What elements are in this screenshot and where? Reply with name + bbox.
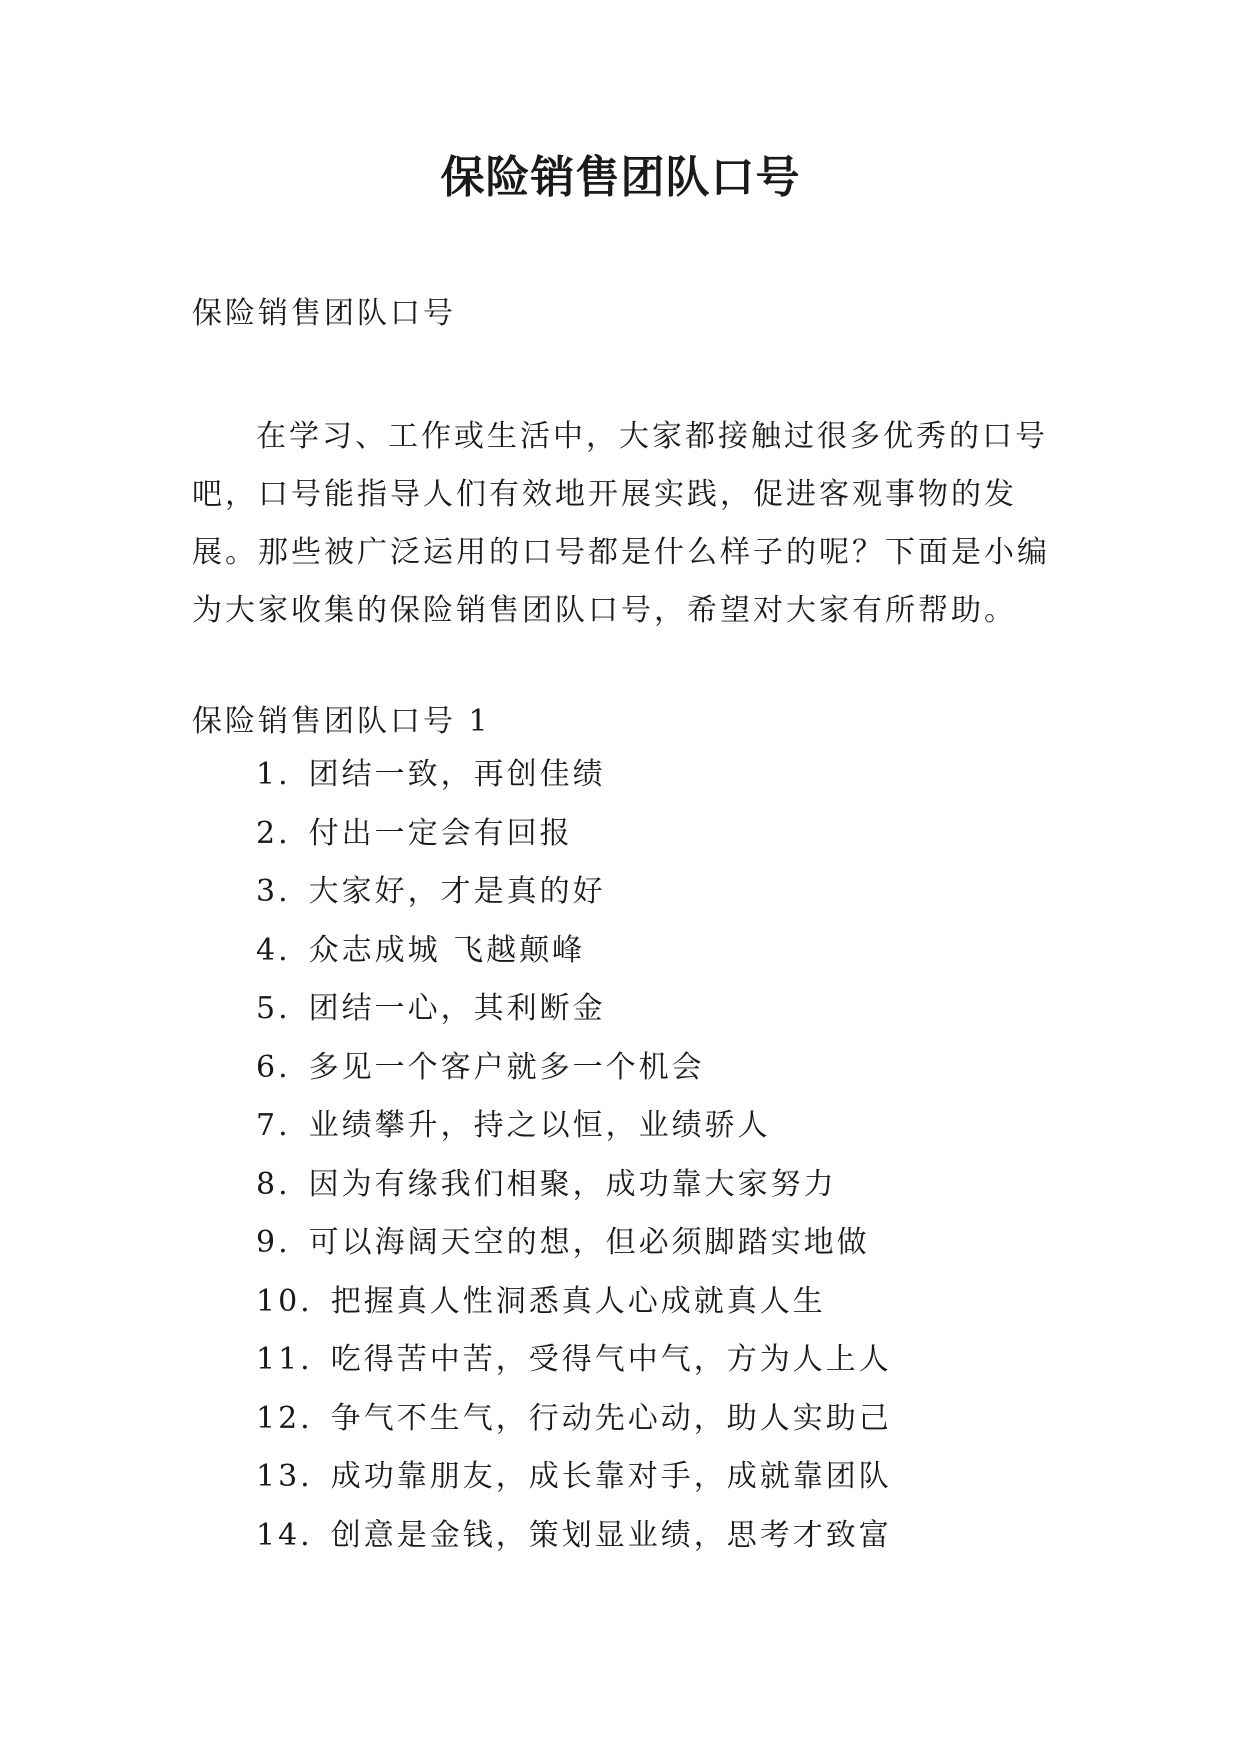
list-item-text: 众志成城 飞越颠峰 [308, 932, 586, 968]
list-item-text: 争气不生气，行动先心动，助人实助己 [330, 1400, 892, 1436]
section-heading: 保险销售团队口号 1 [192, 704, 491, 739]
list-item-number: 2. [256, 815, 291, 851]
list-item-text: 创意是金钱，策划显业绩，思考才致富 [330, 1517, 892, 1553]
list-item-text: 把握真人性洞悉真人心成就真人生 [330, 1283, 826, 1319]
list-item-number: 10. [256, 1283, 313, 1319]
list-item [256, 1282, 892, 1341]
list-item-text: 因为有缘我们相聚，成功靠大家努力 [308, 1166, 837, 1202]
list-item-text: 可以海阔天空的想，但必须脚踏实地做 [308, 1225, 870, 1260]
list-item-text: 付出一定会有回报 [308, 815, 573, 851]
intro-paragraph: 在学习、工作或生活中，大家都接触过很多优秀的口号吧，口号能指导人们有效地开展实践，促进客观事物的发展。那些被广泛运用的口号都是什么样子的呢？下面是小编为大家收集的保险销售团队口号，希望对大家有所帮助。 [192, 419, 1050, 628]
list-item-number: 13. [256, 1459, 313, 1494]
list-item-number: 9. [256, 1225, 291, 1260]
list-item [256, 989, 892, 1048]
list-item [256, 1516, 892, 1575]
list-item [256, 1457, 892, 1516]
list-item-number: 1. [256, 757, 291, 792]
list-item-number: 7. [256, 1108, 291, 1143]
list-item [256, 1399, 892, 1458]
list-item-text: 多见一个客户就多一个机会 [308, 1049, 705, 1085]
list-item-text: 成功靠朋友，成长靠对手，成就靠团队 [330, 1459, 892, 1494]
list-item-text: 大家好，才是真的好 [308, 874, 606, 909]
list-item [256, 755, 892, 814]
list-item-text: 业绩攀升，持之以恒，业绩骄人 [308, 1108, 771, 1143]
list-item-text: 团结一致，再创佳绩 [308, 757, 606, 792]
list-item-number: 6. [256, 1049, 291, 1085]
list-item-number: 14. [256, 1517, 313, 1553]
list-item-number: 3. [256, 874, 291, 909]
list-item-text: 吃得苦中苦，受得气中气，方为人上人 [330, 1342, 892, 1377]
list-item [256, 1223, 892, 1282]
list-item [256, 1165, 892, 1224]
list-item-number: 11. [256, 1342, 313, 1377]
list-item [256, 1106, 892, 1165]
list-item [256, 1048, 892, 1107]
document-title: 保险销售团队口号 [440, 152, 801, 203]
slogan-list [256, 755, 892, 1574]
list-item-number: 5. [256, 991, 291, 1026]
list-item-number: 12. [256, 1400, 313, 1436]
list-item [256, 931, 892, 990]
list-item [256, 1340, 892, 1399]
list-item [256, 872, 892, 931]
list-item [256, 814, 892, 873]
document-subtitle: 保险销售团队口号 [192, 296, 456, 331]
list-item-number: 4. [256, 932, 291, 968]
list-item-number: 8. [256, 1166, 291, 1202]
list-item-text: 团结一心，其利断金 [308, 991, 606, 1026]
